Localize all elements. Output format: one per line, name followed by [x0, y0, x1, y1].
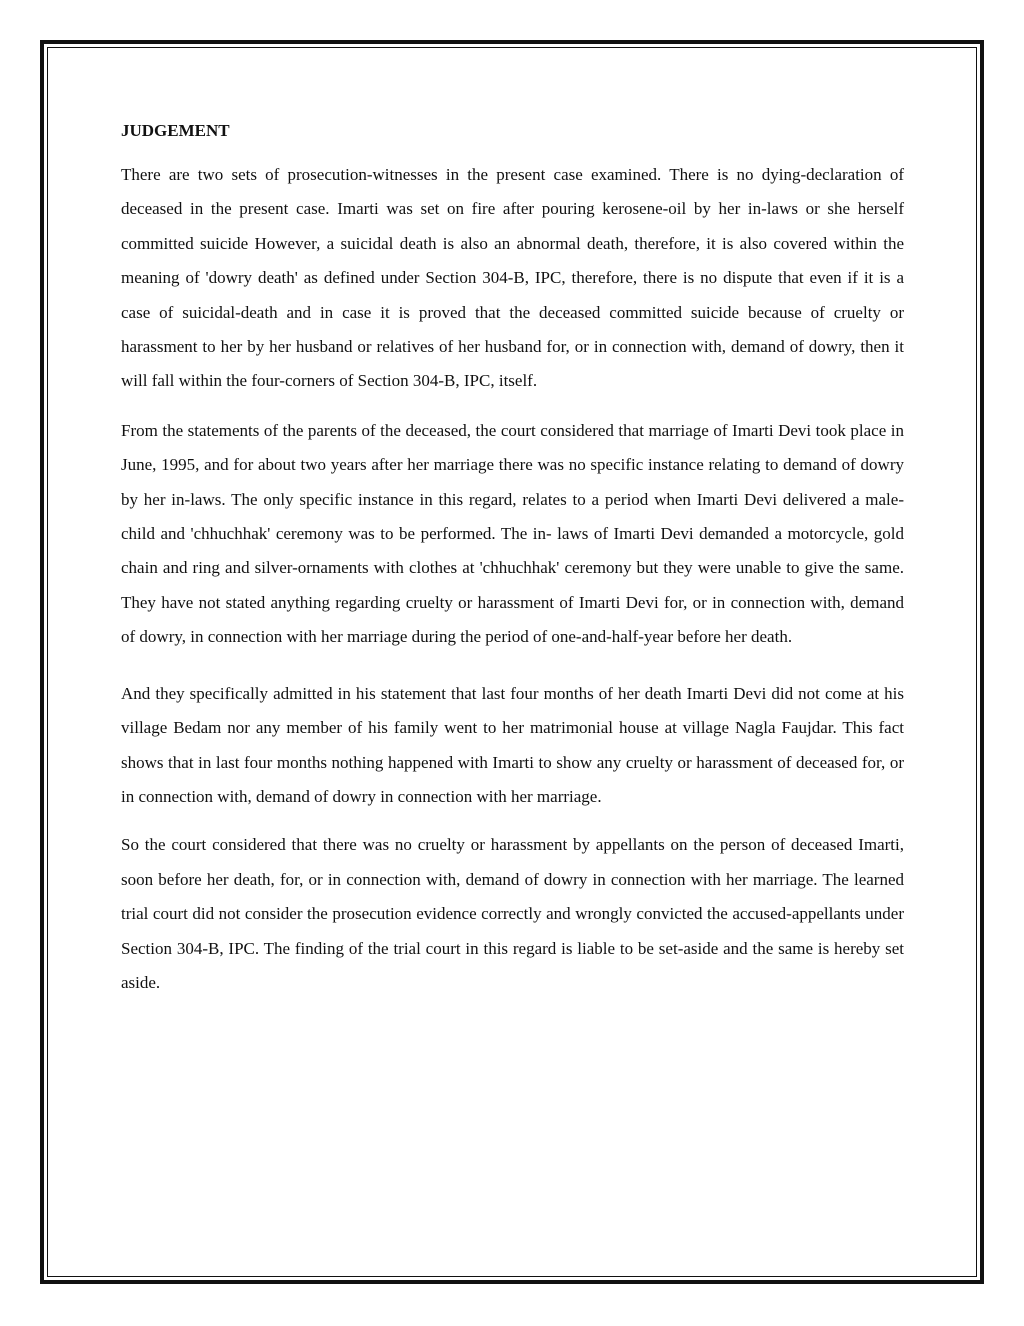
document-heading: JUDGEMENT: [121, 121, 230, 140]
document-body: [121, 116, 904, 1000]
paragraph-4: So the court considered that there was no cruelty or harassment by appellants on the person of deceased Imarti, soon before her death, for, or in connection with, demand of dowry in connection with her marriage. The learned trial court did not consider the prosecution evidence correctly and wrongly convicted the accused-appellants under Section 304-B, IPC. The finding of the trial court in this regard is liable to be set-aside and the same is hereby set aside.: [121, 835, 904, 992]
paragraph-3: And they specifically admitted in his statement that last four months of her death Imarti Devi did not come at his village Bedam nor any member of his family went to her matrimonial house at village Nagla Faujdar. This fact shows that in last four months nothing happened with Imarti to show any cruelty or harassment of deceased for, or in connection with, demand of dowry in connection with her marriage.: [121, 683, 904, 806]
paragraph-2: From the statements of the parents of the deceased, the court considered that marriage of Imarti Devi took place in June, 1995, and for about two years after her marriage there was no specific instance relating to demand of dowry by her in-laws. The only specific instance in this regard, relates to a period when Imarti Devi delivered a male-child and 'chhuchhak' ceremony was to be performed. The in- laws of Imarti Devi demanded a motorcycle, gold chain and ring and silver-ornaments with clothes at 'chhuchhak' ceremony but they were unable to give the same. They have not stated anything regarding cruelty or harassment of Imarti Devi for, or in connection with, demand of dowry, in connection with her marriage during the period of one-and-half-year before her death.: [121, 420, 904, 647]
paragraph-1: There are two sets of prosecution-witnesses in the present case examined. There is no dying-declaration of deceased in the present case. Imarti was set on fire after pouring kerosene-oil by her in-laws or she herself committed suicide However, a suicidal death is also an abnormal death, therefore, it is also covered within the meaning of 'dowry death' as defined under Section 304-B, IPC, therefore, there is no dispute that even if it is a case of suicidal-death and in case it is proved that the deceased committed suicide because of cruelty or harassment to her by her husband or relatives of her husband for, or in connection with, demand of dowry, then it will fall within the four-corners of Section 304-B, IPC, itself.: [121, 165, 904, 391]
